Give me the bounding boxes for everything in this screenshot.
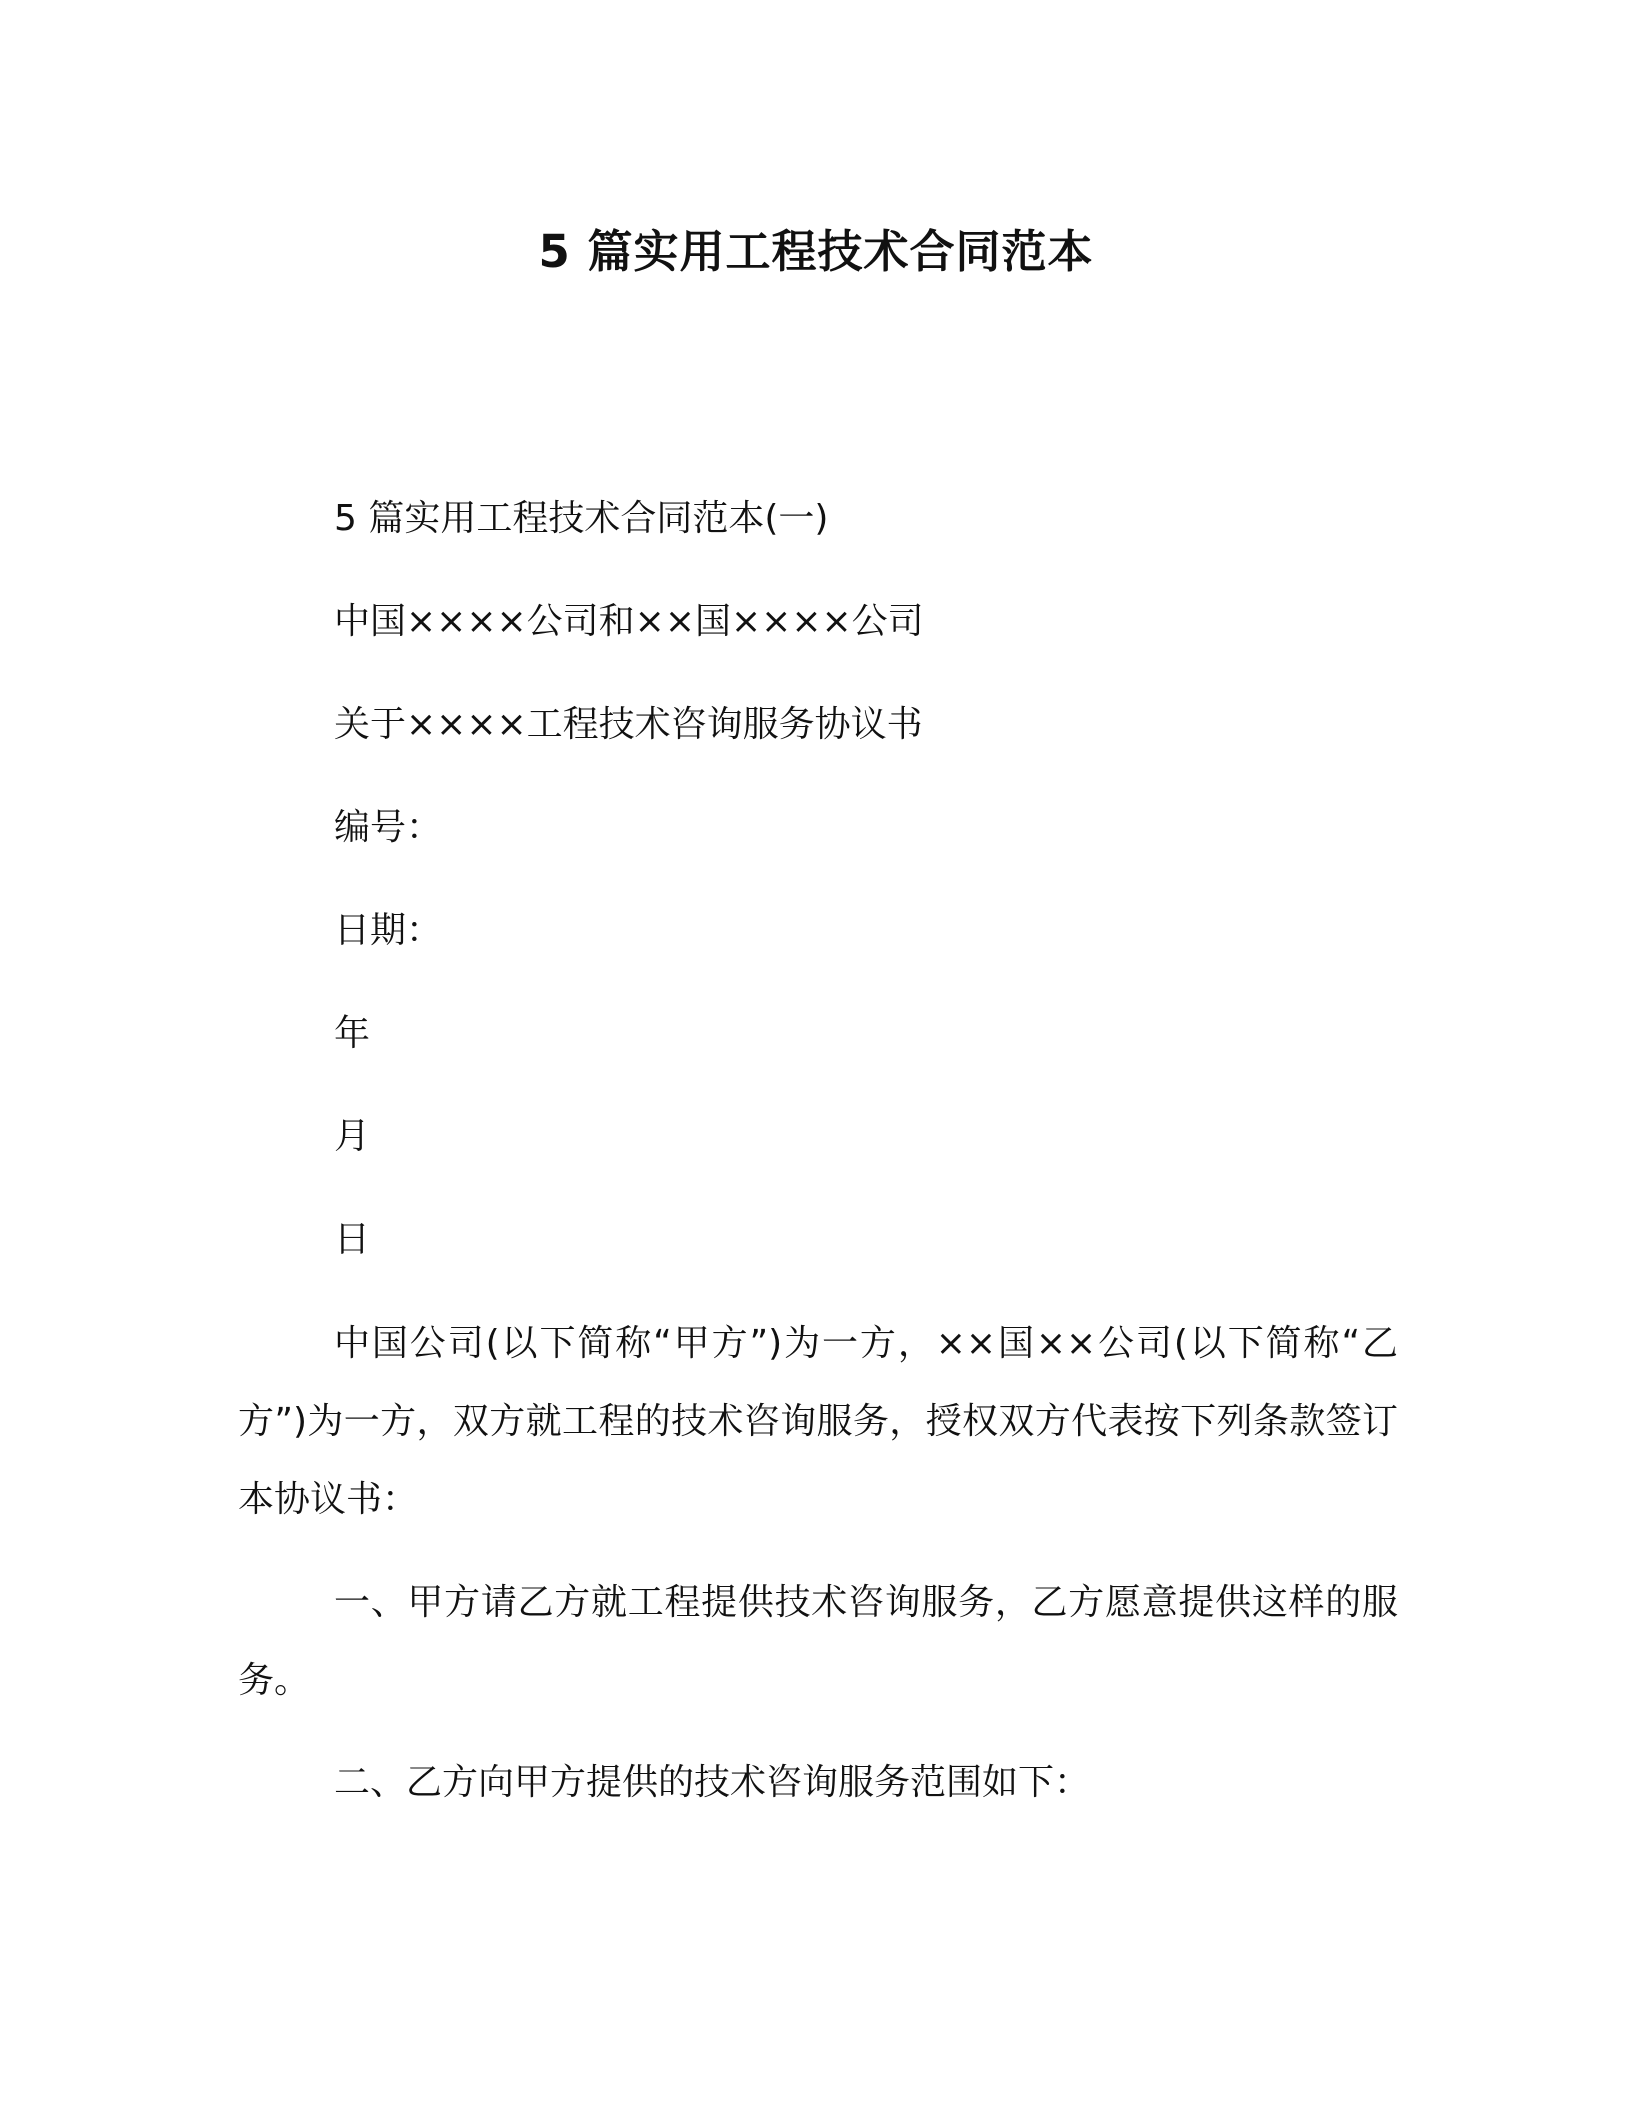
year-label: 年	[334, 1013, 371, 1054]
number-label: 编号：	[334, 807, 443, 848]
clause-one-paragraph: 一、甲方请乙方就工程提供技术咨询服务，乙方愿意提供这样的服务。	[238, 1582, 1398, 1701]
day-label: 日	[334, 1219, 371, 1260]
section-heading: 5 篇实用工程技术合同范本(一)	[334, 498, 829, 539]
month-label: 月	[334, 1116, 371, 1157]
date-label: 日期：	[334, 910, 443, 951]
parties-line: 中国××××公司和××国××××公司	[334, 601, 924, 642]
intro-paragraph: 中国公司(以下简称“甲方”)为一方，××国××公司(以下简称“乙方”)为一方，双方就工程的技术咨询服务，授权双方代表按下列条款签订本协议书：	[238, 1323, 1398, 1520]
clause-two-paragraph: 二、乙方向甲方提供的技术咨询服务范围如下：	[334, 1762, 1091, 1803]
document-title: 5 篇实用工程技术合同范本	[538, 225, 1094, 278]
agreement-title-line: 关于××××工程技术咨询服务协议书	[334, 704, 923, 745]
